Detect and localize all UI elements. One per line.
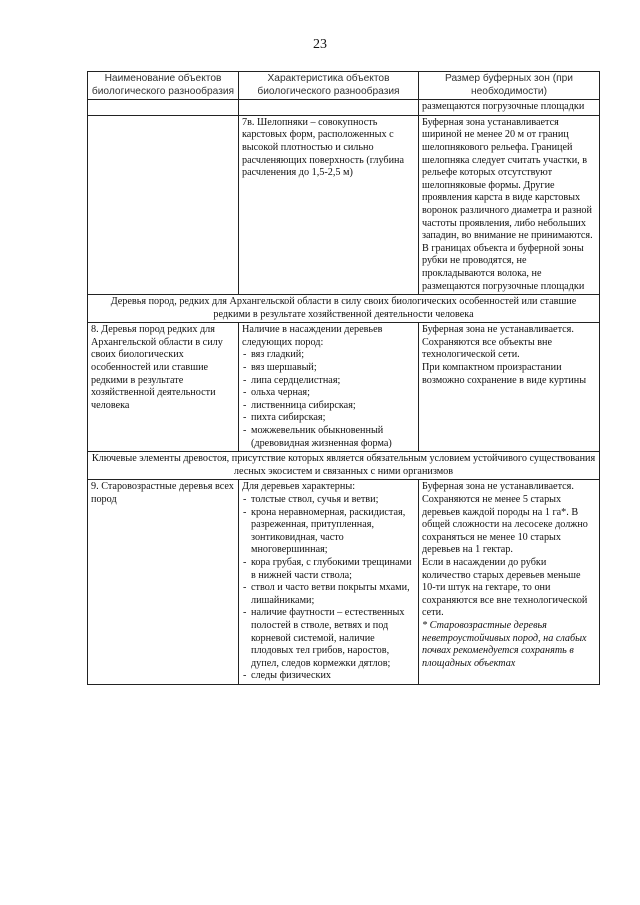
- paragraph: При компактном произрастании возможно сохранение в виде куртины: [422, 362, 587, 386]
- paragraph: Для деревьев характерны:: [242, 481, 356, 493]
- list-item: - толстые ствол, сучья и ветви;: [242, 494, 415, 507]
- footnote: * Старовозрастные деревья неветроустойчивых пород, на слабых почвах рекомендуется сохранять в площадных объектах: [422, 619, 587, 669]
- list-item: - пихта сибирская;: [242, 412, 415, 425]
- paragraph: Если в насаждении до рубки количество старых деревьев меньше 10-ти штук на гектаре, то они сохраняются все вне технологической сети.: [422, 556, 588, 619]
- features-list: [242, 494, 415, 683]
- table-row: [88, 100, 600, 116]
- table-header-row: [88, 72, 600, 100]
- list-item: - наличие фаутности – естественных полостей в стволе, ветвях и под корневой системой, наличие плодовых тел грибов, наростов, дупел, следов кормежки дятлов;: [242, 607, 415, 670]
- list-item: - вяз шершавый;: [242, 362, 415, 375]
- list-item: - можжевельник обыкновенный (древовидная жизненная форма): [242, 425, 415, 450]
- cell-empty: [88, 100, 239, 116]
- paragraph: Наличие в насаждении деревьев следующих пород:: [242, 324, 383, 348]
- cell-buffer-zone: [419, 115, 600, 294]
- section-row: [88, 295, 600, 323]
- table-row: [88, 480, 600, 685]
- paragraph: Буферная зона устанавливается шириной не менее 20 м от границ шелопнякового рельефа. Границей шелопняка следует считать участки, в рельефе которых отсутствуют шелопняковые формы. Другие проявления карста в виде карстовых воронок различного диаметра и разной частоты проявления, либо небольших западин, во внимание не принимаются.: [422, 116, 593, 242]
- list-item: - ольха черная;: [242, 387, 415, 400]
- header-objects: Наименование объектов биологического разнообразия: [88, 72, 239, 100]
- header-characteristics: Характеристика объектов биологического разнообразия: [239, 72, 419, 100]
- table-row: [88, 323, 600, 452]
- cell-characteristic: [239, 323, 419, 452]
- table-row: [88, 115, 600, 294]
- list-item: - следы физических: [242, 670, 415, 683]
- list-item: - кора грубая, с глубокими трещинами в нижней части ствола;: [242, 557, 415, 582]
- list-item: - ствол и часто ветви покрыты мхами, лишайниками;: [242, 582, 415, 607]
- cell-object-name: 9. Старовозрастные деревья всех пород: [88, 480, 239, 685]
- paragraph: Сохраняются все объекты вне технологической сети.: [422, 336, 553, 361]
- cell-characteristic: 7в. Шелопняки – совокупность карстовых форм, расположенных с высокой плотностью и сильно расчленяющих поверхность (глубина расчленения до 1,5-2,5 м): [239, 115, 419, 294]
- paragraph: Буферная зона не устанавливается.: [422, 481, 574, 493]
- species-list: [242, 349, 415, 450]
- paragraph: Буферная зона не устанавливается.: [422, 324, 574, 336]
- list-item: - лиственница сибирская;: [242, 400, 415, 413]
- cell-continuation: размещаются погрузочные площадки: [419, 100, 600, 116]
- section-heading: Ключевые элементы древостоя, присутствие которых является обязательным условием устойчивого существования лесных экосистем и связанных с ними организмов: [88, 452, 600, 480]
- paragraph: Сохраняются не менее 5 старых деревьев каждой породы на 1 га*. В общей сложности на лесосеке должно сохраняться не менее 10 старых деревьев на 1 гектар.: [422, 494, 588, 556]
- cell-buffer-zone: [419, 480, 600, 685]
- paragraph: В границах объекта и буферной зоны рубки не проводятся, не прокладываются волока, не размещаются погрузочные площадки: [422, 242, 585, 292]
- header-buffer-zones: Размер буферных зон (при необходимости): [419, 72, 600, 100]
- cell-empty: [239, 100, 419, 116]
- list-item: - вяз гладкий;: [242, 349, 415, 362]
- section-heading: Деревья пород, редких для Архангельской области в силу своих биологических особенностей или ставшие редкими в результате хозяйственной деятельности человека: [88, 295, 600, 323]
- cell-characteristic: [239, 480, 419, 685]
- list-item: - липа сердцелистная;: [242, 375, 415, 388]
- list-item: - крона неравномерная, раскидистая, разреженная, притупленная, зонтиковидная, часто многовершинная;: [242, 507, 415, 557]
- cell-object-name: 8. Деревья пород редких для Архангельской области в силу своих биологических особенностей или ставшие редкими в результате хозяйственной деятельности человека: [88, 323, 239, 452]
- page-number: 23: [313, 37, 327, 52]
- cell-buffer-zone: [419, 323, 600, 452]
- section-row: [88, 452, 600, 480]
- cell-empty: [88, 115, 239, 294]
- biodiversity-table: [87, 71, 600, 685]
